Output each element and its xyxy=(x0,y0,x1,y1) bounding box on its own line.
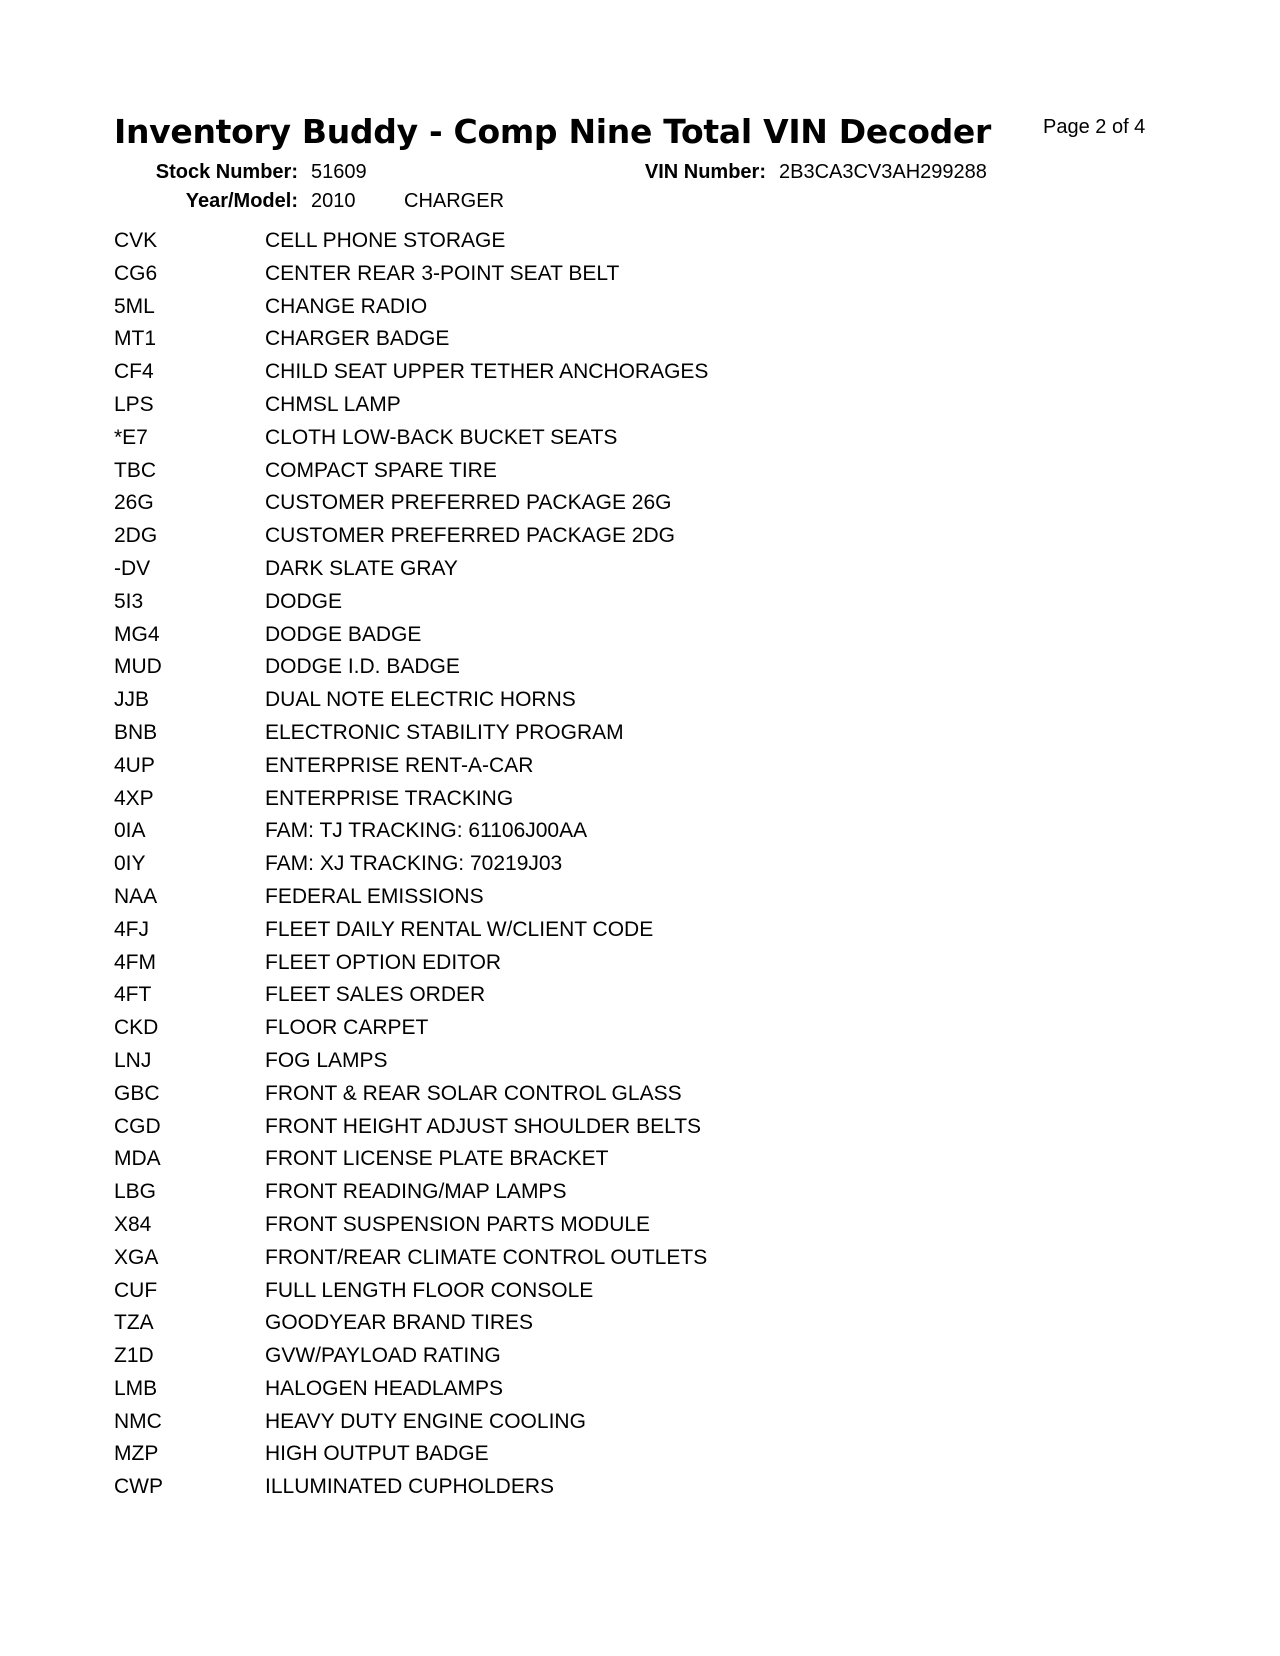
option-description: COMPACT SPARE TIRE xyxy=(265,458,497,482)
option-description: GVW/PAYLOAD RATING xyxy=(265,1344,501,1368)
option-description: DARK SLATE GRAY xyxy=(265,556,458,580)
option-code: LPS xyxy=(114,392,154,416)
option-row xyxy=(114,588,1014,621)
option-code: 5ML xyxy=(114,294,155,318)
option-code: MUD xyxy=(114,655,162,679)
option-description: CHMSL LAMP xyxy=(265,392,401,416)
option-row xyxy=(114,1145,1014,1178)
option-code: XGA xyxy=(114,1245,159,1269)
vin-number-value: 2B3CA3CV3AH299288 xyxy=(779,161,987,183)
option-code: MDA xyxy=(114,1147,161,1171)
option-description: FRONT SUSPENSION PARTS MODULE xyxy=(265,1212,651,1236)
option-row xyxy=(114,1277,1014,1310)
option-row xyxy=(114,916,1014,949)
option-description: FAM: TJ TRACKING: 61106J00AA xyxy=(265,819,588,843)
option-description: FAM: XJ TRACKING: 70219J03 xyxy=(265,852,563,876)
option-description: FLEET OPTION EDITOR xyxy=(265,950,502,974)
vin-number-label: VIN Number: xyxy=(644,161,766,183)
option-description: CUSTOMER PREFERRED PACKAGE 2DG xyxy=(265,524,675,548)
stock-number-value: 51609 xyxy=(311,161,367,183)
option-row xyxy=(114,719,1014,752)
option-row xyxy=(114,1473,1014,1506)
option-description: FRONT READING/MAP LAMPS xyxy=(265,1180,567,1204)
option-description: FEDERAL EMISSIONS xyxy=(265,884,484,908)
option-row xyxy=(114,1113,1014,1146)
option-row xyxy=(114,1375,1014,1408)
option-row xyxy=(114,489,1014,522)
option-code: MG4 xyxy=(114,622,160,646)
option-description: FOG LAMPS xyxy=(265,1048,388,1072)
option-code: CF4 xyxy=(114,360,154,384)
option-row xyxy=(114,785,1014,818)
option-description: CUSTOMER PREFERRED PACKAGE 26G xyxy=(265,491,672,515)
option-code: CG6 xyxy=(114,261,158,285)
option-description: FRONT & REAR SOLAR CONTROL GLASS xyxy=(265,1081,682,1105)
option-description: CHILD SEAT UPPER TETHER ANCHORAGES xyxy=(265,360,709,384)
option-row xyxy=(114,621,1014,654)
option-description: ELECTRONIC STABILITY PROGRAM xyxy=(265,720,624,744)
option-code: 4FM xyxy=(114,950,156,974)
option-row xyxy=(114,1408,1014,1441)
option-code-list xyxy=(114,227,1014,1506)
option-code: LNJ xyxy=(114,1048,152,1072)
option-code: MZP xyxy=(114,1442,159,1466)
option-code: CWP xyxy=(114,1475,163,1499)
option-row xyxy=(114,1244,1014,1277)
option-code: NMC xyxy=(114,1409,162,1433)
option-code: MT1 xyxy=(114,327,156,351)
option-description: HIGH OUTPUT BADGE xyxy=(265,1442,489,1466)
option-row xyxy=(114,424,1014,457)
option-description: HALOGEN HEADLAMPS xyxy=(265,1376,504,1400)
option-description: FULL LENGTH FLOOR CONSOLE xyxy=(265,1278,594,1302)
model-value: CHARGER xyxy=(404,190,505,212)
option-row xyxy=(114,752,1014,785)
option-description: FLEET DAILY RENTAL W/CLIENT CODE xyxy=(265,917,654,941)
option-description: GOODYEAR BRAND TIRES xyxy=(265,1311,533,1335)
option-code: CUF xyxy=(114,1278,158,1302)
option-code: 5I3 xyxy=(114,589,144,613)
option-code: NAA xyxy=(114,884,158,908)
option-description: DODGE xyxy=(265,589,343,613)
option-row xyxy=(114,293,1014,326)
option-description: CHANGE RADIO xyxy=(265,294,428,318)
option-row xyxy=(114,260,1014,293)
option-code: CKD xyxy=(114,1016,159,1040)
option-description: FRONT LICENSE PLATE BRACKET xyxy=(265,1147,609,1171)
option-code: LMB xyxy=(114,1376,158,1400)
option-row xyxy=(114,358,1014,391)
option-code: 2DG xyxy=(114,524,158,548)
option-code: GBC xyxy=(114,1081,160,1105)
option-description: ENTERPRISE RENT-A-CAR xyxy=(265,753,534,777)
option-code: Z1D xyxy=(114,1344,154,1368)
option-code: 4XP xyxy=(114,786,154,810)
option-code: LBG xyxy=(114,1180,157,1204)
option-description: FLEET SALES ORDER xyxy=(265,983,486,1007)
option-description: CENTER REAR 3-POINT SEAT BELT xyxy=(265,261,620,285)
option-description: CHARGER BADGE xyxy=(265,327,450,351)
option-code: -DV xyxy=(114,556,151,580)
option-row xyxy=(114,653,1014,686)
option-row xyxy=(114,1178,1014,1211)
option-code: 4UP xyxy=(114,753,155,777)
option-description: HEAVY DUTY ENGINE COOLING xyxy=(265,1409,586,1433)
option-description: FLOOR CARPET xyxy=(265,1016,429,1040)
option-description: FRONT HEIGHT ADJUST SHOULDER BELTS xyxy=(265,1114,702,1138)
option-row xyxy=(114,1080,1014,1113)
option-row xyxy=(114,555,1014,588)
option-row xyxy=(114,227,1014,260)
option-row xyxy=(114,686,1014,719)
option-description: ILLUMINATED CUPHOLDERS xyxy=(265,1475,554,1499)
option-description: DODGE BADGE xyxy=(265,622,422,646)
option-row xyxy=(114,1440,1014,1473)
option-row xyxy=(114,981,1014,1014)
option-code: *E7 xyxy=(114,425,148,449)
option-code: 0IY xyxy=(114,852,146,876)
page-number: Page 2 of 4 xyxy=(1043,116,1146,138)
year-value: 2010 xyxy=(311,190,356,212)
option-code: 0IA xyxy=(114,819,146,843)
option-code: 4FT xyxy=(114,983,152,1007)
option-row xyxy=(114,817,1014,850)
option-code: CGD xyxy=(114,1114,161,1138)
option-description: CLOTH LOW-BACK BUCKET SEATS xyxy=(265,425,618,449)
option-row xyxy=(114,1342,1014,1375)
option-code: 26G xyxy=(114,491,154,515)
year-model-label: Year/Model: xyxy=(185,190,298,212)
option-code: CVK xyxy=(114,229,158,252)
option-code: X84 xyxy=(114,1212,152,1236)
page-title: Inventory Buddy - Comp Nine Total VIN Decoder xyxy=(114,112,991,151)
option-row xyxy=(114,949,1014,982)
option-row xyxy=(114,325,1014,358)
option-row xyxy=(114,1309,1014,1342)
option-row xyxy=(114,391,1014,424)
option-code: TBC xyxy=(114,458,156,482)
option-row xyxy=(114,522,1014,555)
stock-number-label: Stock Number: xyxy=(155,161,298,183)
option-code: 4FJ xyxy=(114,917,150,941)
option-row xyxy=(114,850,1014,883)
option-code: JJB xyxy=(114,688,150,712)
option-row xyxy=(114,883,1014,916)
option-code: TZA xyxy=(114,1311,154,1335)
option-description: CELL PHONE STORAGE xyxy=(265,229,506,252)
option-row xyxy=(114,457,1014,490)
option-row xyxy=(114,1211,1014,1244)
option-description: ENTERPRISE TRACKING xyxy=(265,786,514,810)
option-row xyxy=(114,1047,1014,1080)
option-description: FRONT/REAR CLIMATE CONTROL OUTLETS xyxy=(265,1245,708,1269)
option-description: DODGE I.D. BADGE xyxy=(265,655,460,679)
option-row xyxy=(114,1014,1014,1047)
option-code: BNB xyxy=(114,720,158,744)
option-description: DUAL NOTE ELECTRIC HORNS xyxy=(265,688,576,712)
